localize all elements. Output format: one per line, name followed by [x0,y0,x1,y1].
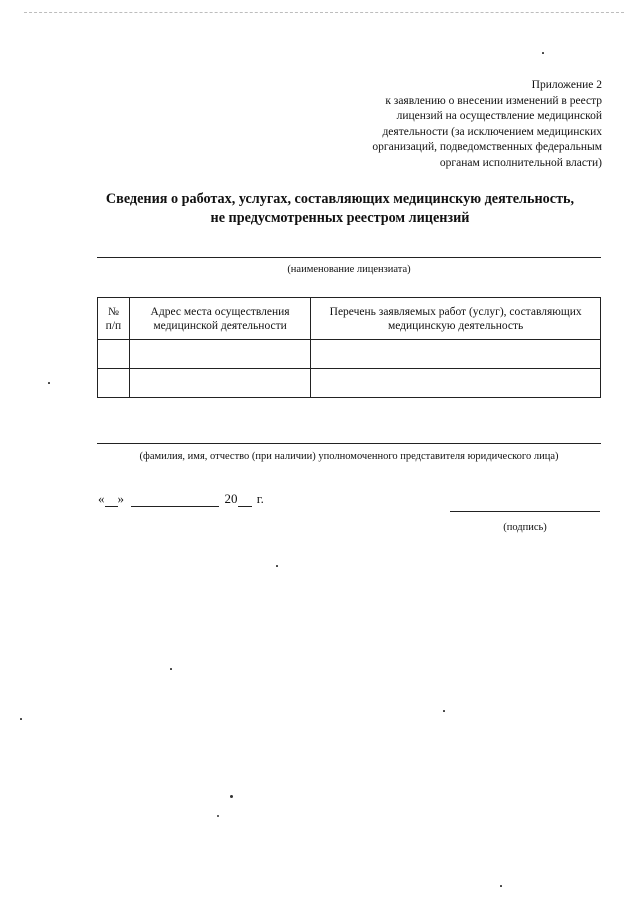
representative-name-line[interactable] [97,443,601,444]
header-services [311,298,601,340]
day-blank[interactable] [105,493,118,507]
scan-speck [276,565,278,567]
header-address [129,298,310,340]
document-title [60,190,620,228]
table-row [98,369,601,398]
scan-speck [217,815,219,817]
table-cell[interactable] [98,340,130,369]
date-line [98,491,264,507]
header-text: медицинской деятельности [153,319,287,332]
table-cell[interactable] [129,340,310,369]
scan-speck [230,795,233,798]
header-text: Перечень заявляемых работ (услуг), составляющих [329,305,582,318]
table-cell[interactable] [98,369,130,398]
appendix-line: к заявлению о внесении изменений в реестр [385,94,602,107]
date-open-quote: « [98,491,105,506]
table-cell[interactable] [311,340,601,369]
licensee-caption: (наименование лицензиата) [287,264,411,275]
header-number [98,298,130,340]
header-text: Адрес места осуществления [150,305,290,318]
date-close-quote: » [117,491,124,506]
month-blank[interactable] [131,493,219,507]
header-text: № [107,305,119,318]
appendix-line: организаций, подведомственных федеральным [372,141,602,153]
title-line-1: Сведения о работах, услугах, составляющих медицинскую деятельность, [105,191,575,207]
appendix-line: деятельности (за исключением медицинских [382,125,602,138]
scan-speck [542,52,544,54]
scan-speck [20,718,22,720]
table-row [98,340,601,369]
year-prefix: 20 [224,491,238,506]
appendix-line: лицензий на осуществление медицинской [396,110,602,122]
scan-speck [500,885,502,887]
representative-caption: (фамилия, имя, отчество (при наличии) уполномоченного представителя юридического лица) [139,451,559,462]
scan-speck [48,382,50,384]
table-cell[interactable] [311,369,601,398]
appendix-line: органам исполнительной власти) [439,156,602,169]
year-blank[interactable] [238,493,252,507]
header-text: медицинскую деятельность [387,319,524,332]
signature-line[interactable] [450,511,600,512]
scan-artifact-line [24,12,624,13]
title-line-2: не предусмотренных реестром лицензий [210,210,470,226]
appendix-line: Приложение 2 [531,79,602,91]
appendix-note [302,78,602,171]
signature-caption: (подпись) [503,522,547,533]
table-header-row [98,298,601,340]
licensee-name-line[interactable] [97,257,601,258]
services-table [97,297,601,398]
year-suffix: г. [256,491,264,506]
header-text: п/п [105,319,122,332]
scan-speck [443,710,445,712]
scan-speck [170,668,172,670]
table-cell[interactable] [129,369,310,398]
